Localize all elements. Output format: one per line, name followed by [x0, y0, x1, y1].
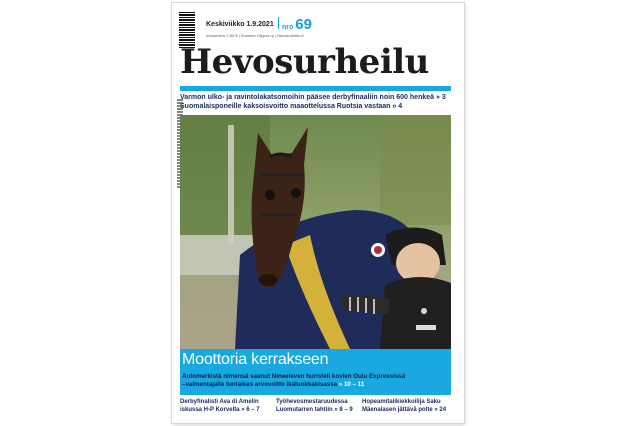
issue-label: nro — [282, 24, 294, 31]
issue-number: 69 — [295, 16, 312, 33]
footer-teaser-line: Hopeamitalikiekkoilija Saku — [362, 399, 441, 405]
deck-page-ref: » 10 – 11 — [337, 381, 365, 388]
headline-deck-line: Automerkistä nimensä saanut Nineeleven huristeli kovien Oulu Expressissä — [182, 373, 406, 380]
cover-subline: Irtonumero 1,50 € | Suomen Hippos ry | Hevosurheilu.fi — [206, 33, 304, 38]
headline-band — [180, 349, 451, 395]
footer-teaser — [362, 398, 446, 414]
footer-teaser-text: iskussa H-P Korvelta — [180, 407, 240, 413]
footer-teaser-text: Luomutarren tahtiin — [276, 407, 333, 413]
headline-deck-line — [182, 381, 364, 388]
footer-teaser-ref: » 24 — [432, 407, 447, 413]
issue-number-block — [278, 17, 312, 32]
cover-headline: Moottoria kerrakseen — [182, 351, 329, 368]
cover-date: Keskiviikko 1.9.2021 — [206, 21, 274, 28]
teaser-page-ref: » 3 — [434, 94, 446, 101]
deck-text: –valmentajalle tuntaikas arvovoitto ikäluokkakisassa — [182, 381, 338, 388]
footer-teaser-line-2 — [362, 406, 446, 414]
teaser-page-ref: » 4 — [390, 103, 403, 110]
teaser-line — [180, 103, 402, 110]
footer-teaser-line-2 — [276, 406, 353, 414]
issue-divider — [278, 17, 279, 29]
footer-teaser-ref: » 6 – 7 — [239, 407, 260, 413]
footer-teaser-ref: » 8 – 9 — [332, 407, 353, 413]
footer-teaser — [180, 398, 260, 414]
cover-photo — [180, 115, 451, 349]
magazine-cover — [172, 3, 464, 423]
footer-teaser-text: Mäenalasen jättävä polte — [362, 407, 433, 413]
teaser-line — [180, 94, 446, 101]
masthead-rule — [180, 86, 451, 91]
footer-teaser — [276, 398, 353, 414]
teaser-text: Suomalaisponeille kaksoisvoitto maaottelussa Ruotsia vastaan — [180, 103, 391, 110]
footer-teaser-line: Työhevosmestaruudessa — [276, 399, 348, 405]
masthead-title: Hevosurheilu — [180, 42, 429, 82]
footer-teaser-line-2 — [180, 406, 260, 414]
footer-teaser-line: Derbyfinalisti Ava di Amelin — [180, 399, 259, 405]
teaser-text: Varmon ulko- ja ravintolakatsomoihin pääsee derbyfinaaliin noin 600 henkeä — [180, 94, 435, 101]
horse-and-handler-illustration — [180, 115, 451, 349]
